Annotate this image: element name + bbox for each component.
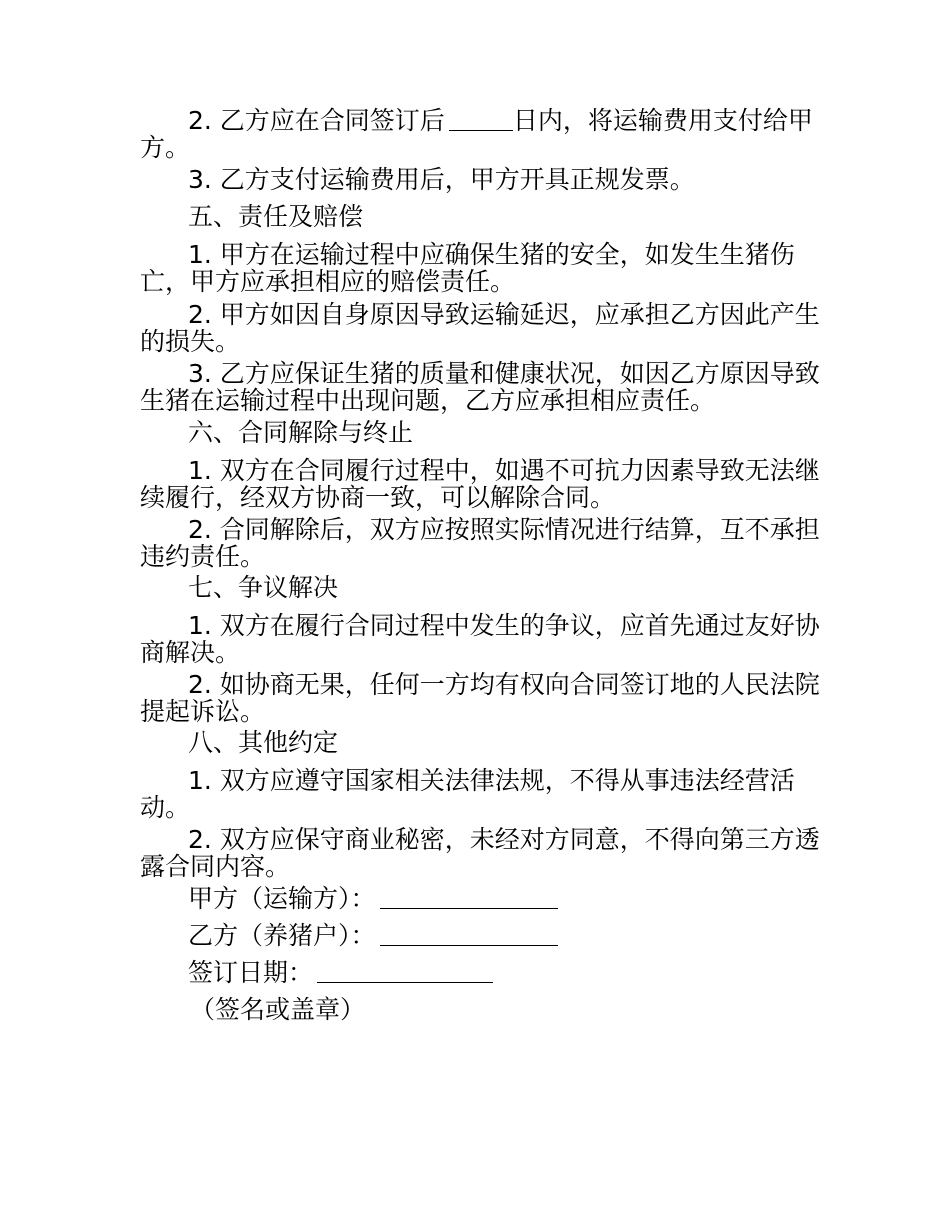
signature-party-b: [188, 921, 558, 951]
clause-5-3: 3. 乙方应保证生猪的质量和健康状况，如因乙方原因导致生猪在运输过程中出现问题，乙方应承担相应责任。: [140, 359, 820, 415]
signature-party-a-label: 甲方（运输方）：: [188, 884, 376, 913]
signature-date: [188, 958, 493, 988]
clause-7-2: 2. 如协商无果，任何一方均有权向合同签订地的人民法院提起诉讼。: [140, 670, 820, 726]
section-8-heading: 八、其他约定: [188, 728, 339, 757]
clause-5-1: 1. 甲方在运输过程中应确保生猪的安全，如发生生猪伤亡，甲方应承担相应的赔偿责任。: [140, 240, 795, 296]
signature-party-a-blank: [380, 907, 558, 909]
clause-4-2-pre: 2. 乙方应在合同签订后: [188, 106, 445, 135]
clause-8-1: 1. 双方应遵守国家相关法律法规，不得从事违法经营活动。: [140, 766, 795, 822]
days-blank: [449, 129, 513, 131]
clause-6-1: 1. 双方在合同履行过程中，如遇不可抗力因素导致无法继续履行，经双方协商一致，可以解除合同。: [140, 456, 820, 512]
section-7-heading: 七、争议解决: [188, 573, 339, 602]
signature-party-b-label: 乙方（养猪户）：: [188, 921, 376, 950]
clause-5-2: 2. 甲方如因自身原因导致运输延迟，应承担乙方因此产生的损失。: [140, 300, 820, 356]
signature-note: （签名或盖章）: [190, 995, 366, 1024]
signature-date-blank: [317, 981, 493, 983]
section-6-heading: 六、合同解除与终止: [188, 418, 414, 447]
section-5-heading: 五、责任及赔偿: [188, 202, 364, 231]
signature-party-b-blank: [380, 944, 558, 946]
clause-4-2: [140, 107, 820, 161]
clause-6-2: 2. 合同解除后，双方应按照实际情况进行结算，互不承担违约责任。: [140, 515, 820, 571]
signature-party-a: [188, 884, 558, 914]
signature-date-label: 签订日期：: [188, 958, 314, 987]
clause-4-2-post: 日内，将运输费用支付给甲方。: [140, 106, 813, 162]
clause-8-2: 2. 双方应保守商业秘密，未经对方同意，不得向第三方透露合同内容。: [140, 825, 820, 881]
clause-7-1: 1. 双方在履行合同过程中发生的争议，应首先通过友好协商解决。: [140, 611, 820, 667]
clause-4-3: 3. 乙方支付运输费用后，甲方开具正规发票。: [188, 165, 695, 194]
